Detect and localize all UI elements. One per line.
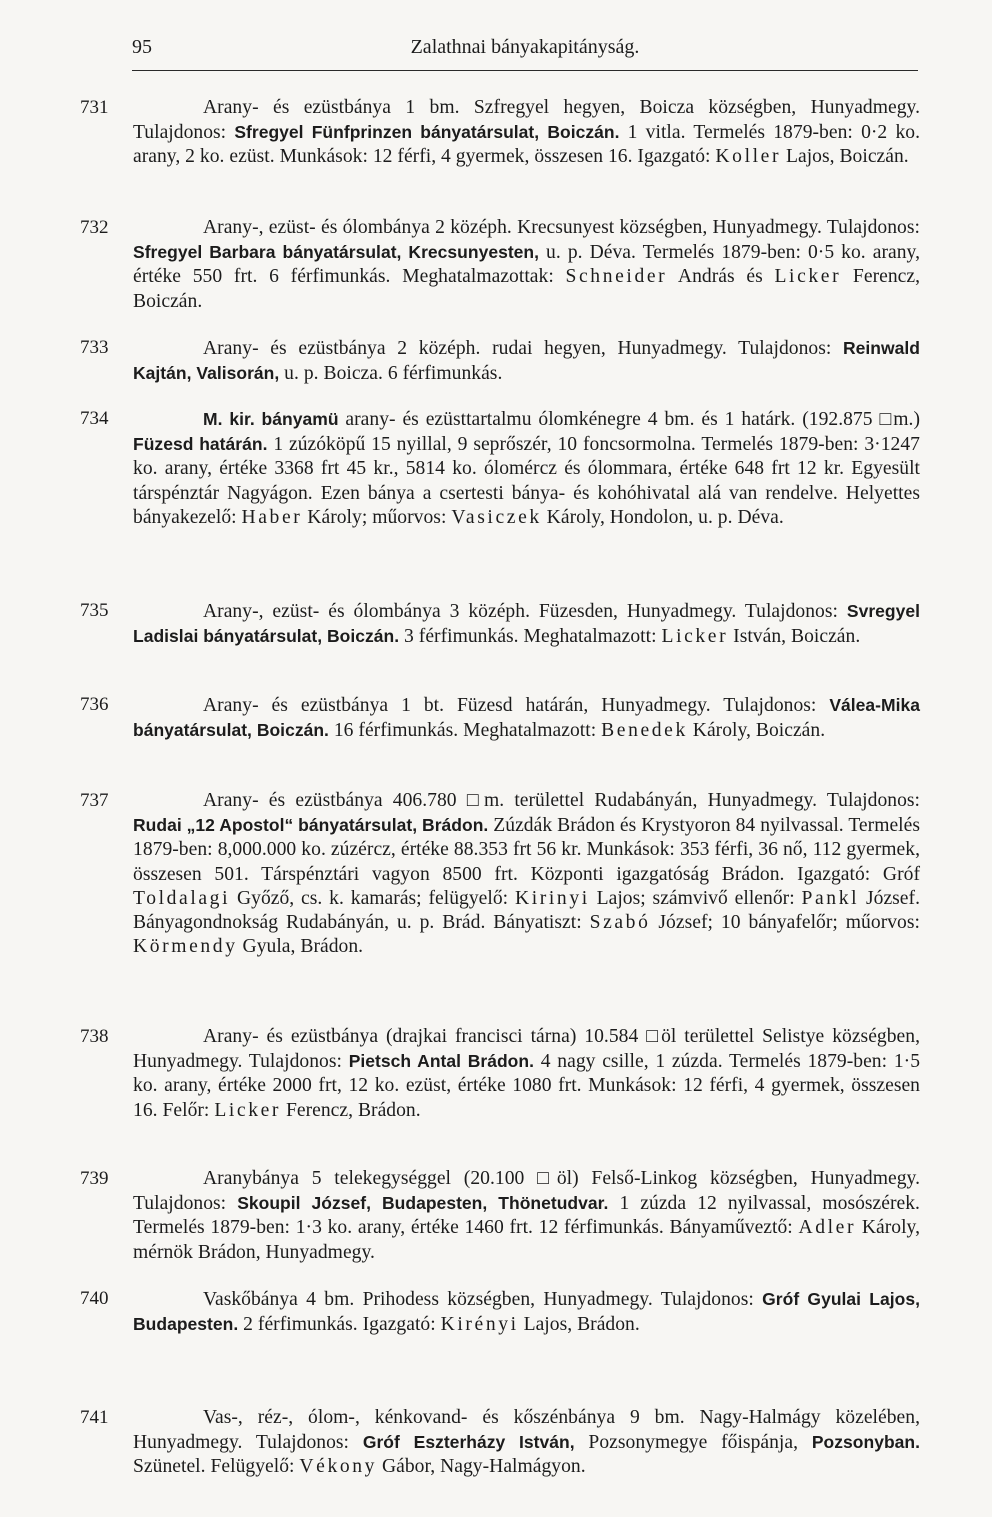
entry-number: 737 bbox=[80, 790, 109, 811]
person-surname: Benedek bbox=[601, 720, 688, 742]
text-run: Pozsonymegye főispánja, bbox=[574, 1432, 812, 1454]
owner-name: Sfregyel Barbara bányatársulat, Krecsunyesten, bbox=[133, 242, 540, 263]
text-run: Lajos; számvivő ellenőr: bbox=[589, 887, 802, 909]
text-run: Vas-, réz-, ólom-, kénkovand- és kőszénbánya 9 bm. Nagy-Halmágy közelében, Hunyadmegy. Tulajdonos: bbox=[133, 1407, 920, 1454]
person-surname: Szabó bbox=[589, 912, 651, 934]
entry-number: 734 bbox=[80, 408, 109, 429]
text-run: u. p. Boicza. 6 férfimunkás. bbox=[279, 363, 503, 385]
text-run: József. Bányagondnokság Rudabányán, u. p. Brád. Bányatiszt: bbox=[133, 887, 920, 934]
text-run: arany- és ezüsttartalmu ólomkénegre 4 bm. és 1 határk. (192.875 □m.) bbox=[338, 409, 921, 430]
entry-text bbox=[133, 96, 920, 170]
text-run: 2 férfimunkás. Igazgató: bbox=[238, 1314, 441, 1336]
text-run: Arany-, ezüst- és ólombánya 2 középh. Krecsunyest községben, Hunyadmegy. Tulajdonos: bbox=[203, 217, 920, 238]
person-surname: Licker bbox=[214, 1099, 282, 1121]
person-surname: Haber bbox=[241, 506, 303, 528]
entry-text bbox=[133, 407, 920, 530]
owner-name: Pietsch Antal Brádon. bbox=[348, 1051, 534, 1072]
person-surname: Licker bbox=[661, 626, 729, 648]
text-run: u. p. Déva. Termelés 1879-ben: 0·5 ko. arany, értéke 550 frt. 6 férfimunkás. Meghatalmazottak: bbox=[133, 242, 920, 288]
text-run: Arany- és ezüstbánya (drajkai francisci tárna) 10.584 □öl területtel Selistye községben, Hunyadmegy. Tulajdonos: bbox=[133, 1026, 920, 1073]
text-run: András és bbox=[667, 266, 775, 288]
person-surname: Vékony bbox=[299, 1456, 378, 1478]
text-run: Győző, cs. k. kamarás; felügyelő: bbox=[230, 887, 515, 909]
entry-text bbox=[133, 599, 920, 649]
entry-number: 733 bbox=[80, 337, 109, 358]
entry-number: 735 bbox=[80, 600, 109, 621]
text-run: 1 zúzda 12 nyilvassal, mosószérek. Termelés 1879-ben: 1·3 ko. arany, értéke 1460 frt. 12 férfimunkás. Bányaműveztő: bbox=[133, 1193, 920, 1239]
text-run: Gábor, Nagy-Halmágyon. bbox=[377, 1456, 586, 1478]
owner-name: Skoupil József, Budapesten, Thönetudvar. bbox=[237, 1193, 609, 1214]
entry-number: 736 bbox=[80, 694, 109, 715]
text-run: Károly, Hondolon, u. p. Déva. bbox=[541, 506, 784, 528]
entry-text bbox=[133, 693, 920, 743]
text-run: 3 férfimunkás. Meghatalmazott: bbox=[399, 626, 662, 648]
owner-name: Svregyel Ladislai bányatársulat, Boiczán. bbox=[133, 601, 920, 647]
entry-number: 741 bbox=[80, 1407, 109, 1428]
text-run: Arany- és ezüstbánya 406.780 □m. területtel Rudabányán, Hunyadmegy. Tulajdonos: bbox=[203, 790, 920, 811]
person-surname: Kirényi bbox=[440, 1314, 519, 1336]
owner-name: Reinwald Kajtán, Valisorán, bbox=[133, 338, 920, 384]
text-run: Ferencz, Boiczán. bbox=[133, 266, 921, 312]
person-surname: Körmendy bbox=[133, 936, 238, 958]
owner-name: Füzesd határán. bbox=[133, 434, 268, 455]
owner-name: M. kir. bányamü bbox=[203, 409, 339, 429]
text-run: 1 zúzóköpű 15 nyillal, 9 seprőszér, 10 foncsormolna. Termelés 1879-ben: 3·1247 ko. arany, értéke 3368 frt 45 kr., 5814 ko. ólomércz és ólommara, értéke 648 frt 12 kr. Egyesült társpénztár Nagyágon. Ezen bánya a csertesti bánya- és kohóhivatal alá van rendelve. Helyettes bányakezelő: bbox=[133, 434, 920, 528]
text-run: 16 férfimunkás. Meghatalmazott: bbox=[328, 720, 602, 742]
text-run: Aranybánya 5 telekegységgel (20.100 □öl) Felső-Linkog községben, Hunyadmegy. Tulajdonos: bbox=[133, 1168, 920, 1215]
text-run: Szünetel. Felügyelő: bbox=[133, 1456, 300, 1478]
owner-name: Gróf Gyulai Lajos, Budapesten. bbox=[133, 1289, 920, 1335]
text-run: Arany-, ezüst- és ólombánya 3 középh. Füzesden, Hunyadmegy. Tulajdonos: bbox=[203, 601, 847, 622]
person-surname: Vasiczek bbox=[451, 506, 542, 528]
entry-text bbox=[133, 1287, 920, 1337]
person-surname: Schneider bbox=[565, 266, 668, 288]
entry-number: 731 bbox=[80, 97, 109, 118]
text-run: Vaskőbánya 4 bm. Prihodess községben, Hunyadmegy. Tulajdonos: bbox=[203, 1289, 763, 1310]
text-run: Arany- és ezüstbánya 1 bm. Szfregyel hegyen, Boicza községben, Hunyadmegy. Tulajdonos: bbox=[133, 97, 920, 144]
owner-name: Rudai „12 Apostol“ bányatársulat, Brádon. bbox=[133, 815, 489, 836]
entry-number: 740 bbox=[80, 1288, 109, 1309]
text-run: Ferencz, Brádon. bbox=[281, 1099, 421, 1121]
text-run: Gyula, Brádon. bbox=[237, 936, 364, 958]
owner-name: Válea-Mika bányatársulat, Boiczán. bbox=[133, 695, 920, 741]
header-rule bbox=[132, 70, 918, 71]
text-run: Zúzdák Brádon és Krystyoron 84 nyilvassal. Termelés 1879-ben: 8,000.000 ko. zúzércz, értéke 88.353 frt 56 kr. Munkások: 353 férfi, 36 nő, 112 gyermek, összesen 501. Társpénztári vagyon 8500 frt. Központi igazgatóság Brádon. Igazgató: Gróf bbox=[133, 815, 920, 885]
entry-number: 739 bbox=[80, 1168, 109, 1189]
text-run: 1 vitla. Termelés 1879-ben: 0·2 ko. arany, 2 ko. ezüst. Munkások: 12 férfi, 4 gyermek, összesen 16. Igazgató: bbox=[133, 122, 920, 168]
page-number: 95 bbox=[132, 36, 152, 58]
text-run: Lajos, Brádon. bbox=[518, 1314, 640, 1336]
person-surname: Adler bbox=[798, 1217, 857, 1239]
text-run: Károly; műorvos: bbox=[302, 506, 452, 528]
entry-number: 738 bbox=[80, 1026, 109, 1047]
entry-text bbox=[133, 216, 920, 314]
text-run: József; 10 bányafelőr; műorvos: bbox=[650, 912, 920, 934]
text-run: Károly, mérnök Brádon, Hunyadmegy. bbox=[133, 1217, 920, 1263]
text-run: Lajos, Boiczán. bbox=[781, 146, 909, 168]
text-run: Arany- és ezüstbánya 2 középh. rudai hegyen, Hunyadmegy. Tulajdonos: bbox=[203, 338, 844, 359]
page-header bbox=[132, 36, 918, 64]
person-surname: Kirinyi bbox=[514, 887, 590, 909]
entry-text bbox=[133, 789, 920, 959]
text-run: Károly, Boiczán. bbox=[687, 720, 826, 742]
entry-number: 732 bbox=[80, 217, 109, 238]
person-surname: Toldalagi bbox=[133, 887, 231, 909]
owner-name: Gróf Eszterházy István, bbox=[362, 1432, 575, 1453]
owner-name: Pozsonyban. bbox=[811, 1432, 920, 1453]
running-title: Zalathnai bányakapitányság. bbox=[410, 36, 640, 58]
person-surname: Pankl bbox=[801, 887, 860, 909]
entry-text bbox=[133, 1025, 920, 1123]
text-run: 4 nagy csille, 1 zúzda. Termelés 1879-ben: 1·5 ko. arany, értéke 2000 frt, 12 ko. ezüst, értéke 1080 frt. Munkások: 12 férfi, 4 gyermek, összesen 16. Felőr: bbox=[133, 1051, 921, 1121]
owner-name: Sfregyel Fünfprinzen bányatársulat, Boiczán. bbox=[234, 122, 620, 143]
text-run: István, Boiczán. bbox=[728, 626, 861, 648]
person-surname: Licker bbox=[774, 266, 842, 288]
entry-text bbox=[133, 1167, 920, 1265]
person-surname: Koller bbox=[715, 146, 782, 168]
text-run: Arany- és ezüstbánya 1 bt. Füzesd határán, Hunyadmegy. Tulajdonos: bbox=[203, 695, 830, 716]
entry-text bbox=[133, 336, 920, 386]
entry-text bbox=[133, 1406, 920, 1480]
